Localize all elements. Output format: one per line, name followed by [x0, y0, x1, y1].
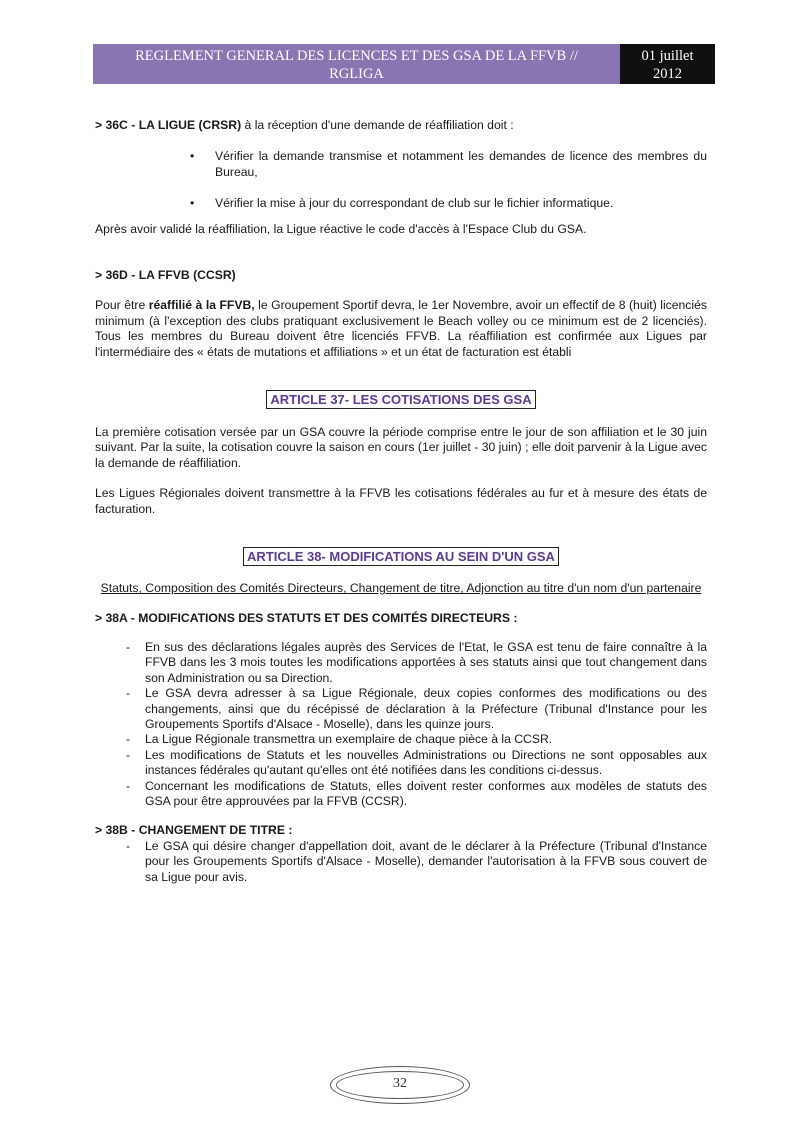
page-number: 32 — [393, 1076, 407, 1091]
document-date-line2: 2012 — [653, 66, 682, 82]
article-38-subtitle: Statuts, Composition des Comités Directeurs, Changement de titre, Adjonction au titre d'un nom d'un partenaire — [100, 581, 702, 596]
document-date-line1: 01 juillet — [641, 48, 694, 64]
section-38a-list — [95, 640, 707, 809]
document-title-line2: RGLIGA — [329, 66, 384, 82]
article-37-title: ARTICLE 37- LES COTISATIONS DES GSA — [266, 390, 535, 409]
page-content — [95, 118, 707, 885]
document-title-line1: REGLEMENT GENERAL DES LICENCES ET DES GSA DE LA FFVB // — [135, 48, 578, 64]
list-item-text: Vérifier la demande transmise et notamment les demandes de licence des membres du Bureau, — [215, 149, 707, 179]
article-37-title-block — [95, 390, 707, 409]
section-36d-text-rest: le Groupement Sportif devra, le 1er Novembre, avoir un effectif de 8 (huit) licenciés minimum (à l'exception des clubs pratiquant exclusivement le Beach volley ou ce minimum est de 2 licenciés). Tous les membres du Bureau doivent être licenciés FFVB. La réaffiliation est confirmée aux Ligues par l'intermédiaire des « états de mutations et affiliations » et un état de facturation est établi — [95, 298, 707, 359]
dash-icon: - — [126, 778, 131, 793]
dash-icon: - — [126, 686, 131, 701]
list-item — [95, 686, 707, 732]
page-number-badge — [330, 1066, 470, 1104]
article-38-title-block — [95, 547, 707, 566]
list-item-text: En sus des déclarations légales auprès des Services de l'Etat, le GSA est tenu de faire connaître à la FFVB dans les 3 mois toutes les modifications apportées à ses statuts ainsi que tout changement dans son Administration ou sa Direction. — [145, 639, 707, 685]
dash-icon: - — [126, 639, 131, 654]
article-37-paragraph-2: Les Ligues Régionales doivent transmettre à la FFVB les cotisations fédérales au fur et à mesure des états de facturation. — [95, 486, 707, 516]
list-item-text: Concernant les modifications de Statuts, elles doivent rester conformes aux modèles de statuts des GSA pour être approuvées par la FFVB (CCSR). — [145, 778, 707, 808]
dash-icon: - — [126, 838, 131, 853]
list-item — [95, 748, 707, 779]
bullet-icon: • — [190, 149, 195, 164]
dash-icon: - — [126, 732, 131, 747]
section-36d-text-start: Pour être — [95, 298, 149, 313]
page-header — [93, 44, 715, 84]
article-37-paragraph-1: La première cotisation versée par un GSA couvre la période comprise entre le jour de son affiliation et le 30 juin suivant. Par la suite, la cotisation couvre la saison en cours (1er juillet - 30 juin) ; elle doit parvenir à la Ligue avec la demande de réaffiliation. — [95, 425, 707, 470]
list-item — [95, 149, 707, 180]
article-38-title: ARTICLE 38- MODIFICATIONS AU SEIN D'UN GSA — [243, 547, 559, 566]
section-38b-list — [95, 839, 707, 885]
section-38a-heading: > 38A - MODIFICATIONS DES STATUTS ET DES COMITÉS DIRECTEURS : — [95, 610, 518, 625]
document-title — [93, 44, 620, 84]
list-item — [95, 779, 707, 810]
section-36d-paragraph — [95, 298, 707, 360]
list-item — [95, 196, 707, 211]
section-36d-text-bold: réaffilié à la FFVB, — [148, 298, 255, 313]
list-item — [95, 839, 707, 885]
section-36c-bullets — [95, 149, 707, 211]
list-item — [95, 732, 707, 747]
list-item-text: La Ligue Régionale transmettra un exemplaire de chaque pièce à la CCSR. — [145, 732, 553, 747]
section-36d-heading: > 36D - LA FFVB (CCSR) — [95, 268, 236, 283]
section-36c-intro-text: à la réception d'une demande de réaffiliation doit : — [241, 118, 514, 132]
document-date — [620, 44, 715, 84]
section-36c-heading: > 36C - LA LIGUE (CRSR) — [95, 118, 242, 132]
section-36c-after: Après avoir validé la réaffiliation, la Ligue réactive le code d'accès à l'Espace Club du GSA. — [95, 221, 587, 236]
section-36c-intro — [95, 118, 707, 133]
section-38b-heading: > 38B - CHANGEMENT DE TITRE : — [95, 823, 293, 838]
list-item-text: Le GSA qui désire changer d'appellation doit, avant de le déclarer à la Préfecture (Tribunal d'Instance pour les Groupements Sportifs d'Alsace - Moselle), demander l'autorisation à la FFVB sous couvert de sa Ligue pour avis. — [145, 838, 707, 884]
list-item-text: Le GSA devra adresser à sa Ligue Régionale, deux copies conformes des modifications ou des changements, ainsi que du récépissé de déclaration à la Préfecture (Tribunal d'Instance pour les Groupements Sportifs d'Alsace - Moselle), dans les quinze jours. — [145, 686, 707, 731]
bullet-icon: • — [190, 196, 195, 211]
list-item — [95, 640, 707, 686]
list-item-text: Les modifications de Statuts et les nouvelles Administrations ou Directions ne sont opposables aux instances fédérales qu'autant qu'elles ont été notifiées dans les conditions ci-dessus. — [145, 747, 707, 778]
list-item-text: Vérifier la mise à jour du correspondant de club sur le fichier informatique. — [215, 196, 614, 211]
dash-icon: - — [126, 747, 131, 762]
